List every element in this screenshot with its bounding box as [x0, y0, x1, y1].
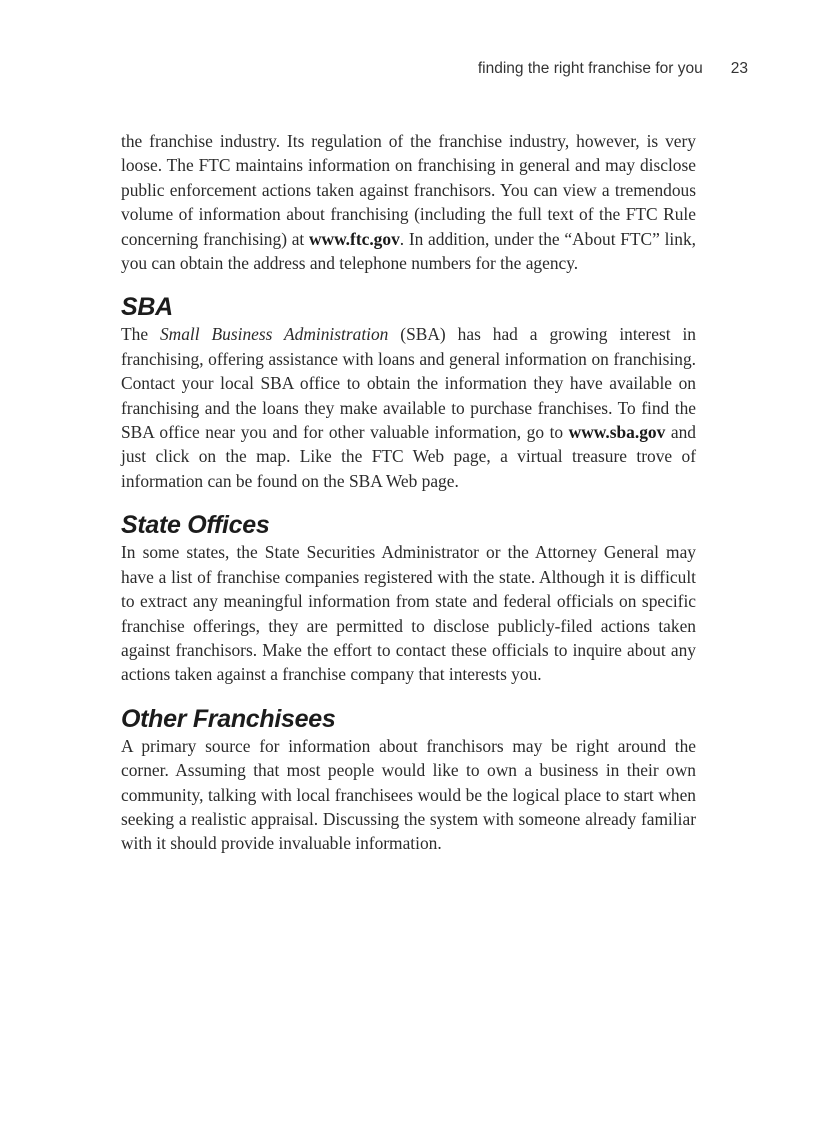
- section-state-offices: [121, 510, 696, 686]
- intro-text-b: . In addition, under the “About FTC” link, you can obtain the address and telephone numbers for the agency.: [121, 228, 696, 274]
- sba-text-a: The: [121, 324, 160, 345]
- section-sba: [121, 292, 696, 493]
- heading-sba: SBA: [121, 293, 173, 322]
- sba-text-b: (SBA) has had a growing interest in franchising, offering assistance with loans and general information on franchising. Contact your local SBA office to obtain the information they have available on franchising and the loans they make available to purchase franchises. To find the SBA office near you and for other valuable information, go to: [121, 324, 696, 443]
- sba-text-c: and just click on the map. Like the FTC Web page, a virtual treasure trove of information can be found on the SBA Web page.: [121, 422, 696, 491]
- intro-text-a: the franchise industry. Its regulation of the franchise industry, however, is very loose. The FTC maintains information on franchising in general and may disclose public enforcement actions taken against franchisors. You can view a tremendous volume of information about franchising (including the full text of the FTC Rule concerning franchising) at: [121, 131, 696, 249]
- sba-paragraph: [121, 322, 696, 493]
- heading-other-franchisees: Other Franchisees: [121, 704, 336, 733]
- running-head: [478, 60, 748, 78]
- page-body: [121, 129, 696, 856]
- intro-paragraph: [121, 129, 696, 275]
- section-other-franchisees: [121, 704, 696, 856]
- ftc-link[interactable]: www.ftc.gov: [308, 228, 400, 249]
- state-offices-paragraph: In some states, the State Securities Administrator or the Attorney General may have a list of franchise companies registered with the state. Although it is difficult to extract any meaningful information from state and federal officials on specific franchise offerings, they are permitted to disclose publicly-filed actions taken against franchisors. Make the effort to contact these officials to inquire about any actions taken against a franchise company that interests you.: [121, 542, 696, 685]
- sba-link[interactable]: www.sba.gov: [568, 422, 666, 443]
- heading-state-offices: State Offices: [121, 511, 270, 540]
- chapter-title: finding the right franchise for you: [477, 60, 703, 77]
- page-number: 23: [730, 60, 748, 77]
- other-franchisees-paragraph: A primary source for information about franchisors may be right around the corner. Assuming that most people would like to own a business in their own community, talking with local franchisees would be the logical place to start when seeking a realistic appraisal. Discussing the system with someone already familiar with it should provide invaluable information.: [121, 735, 696, 854]
- sba-agency-name: Small Business Administration: [159, 324, 389, 345]
